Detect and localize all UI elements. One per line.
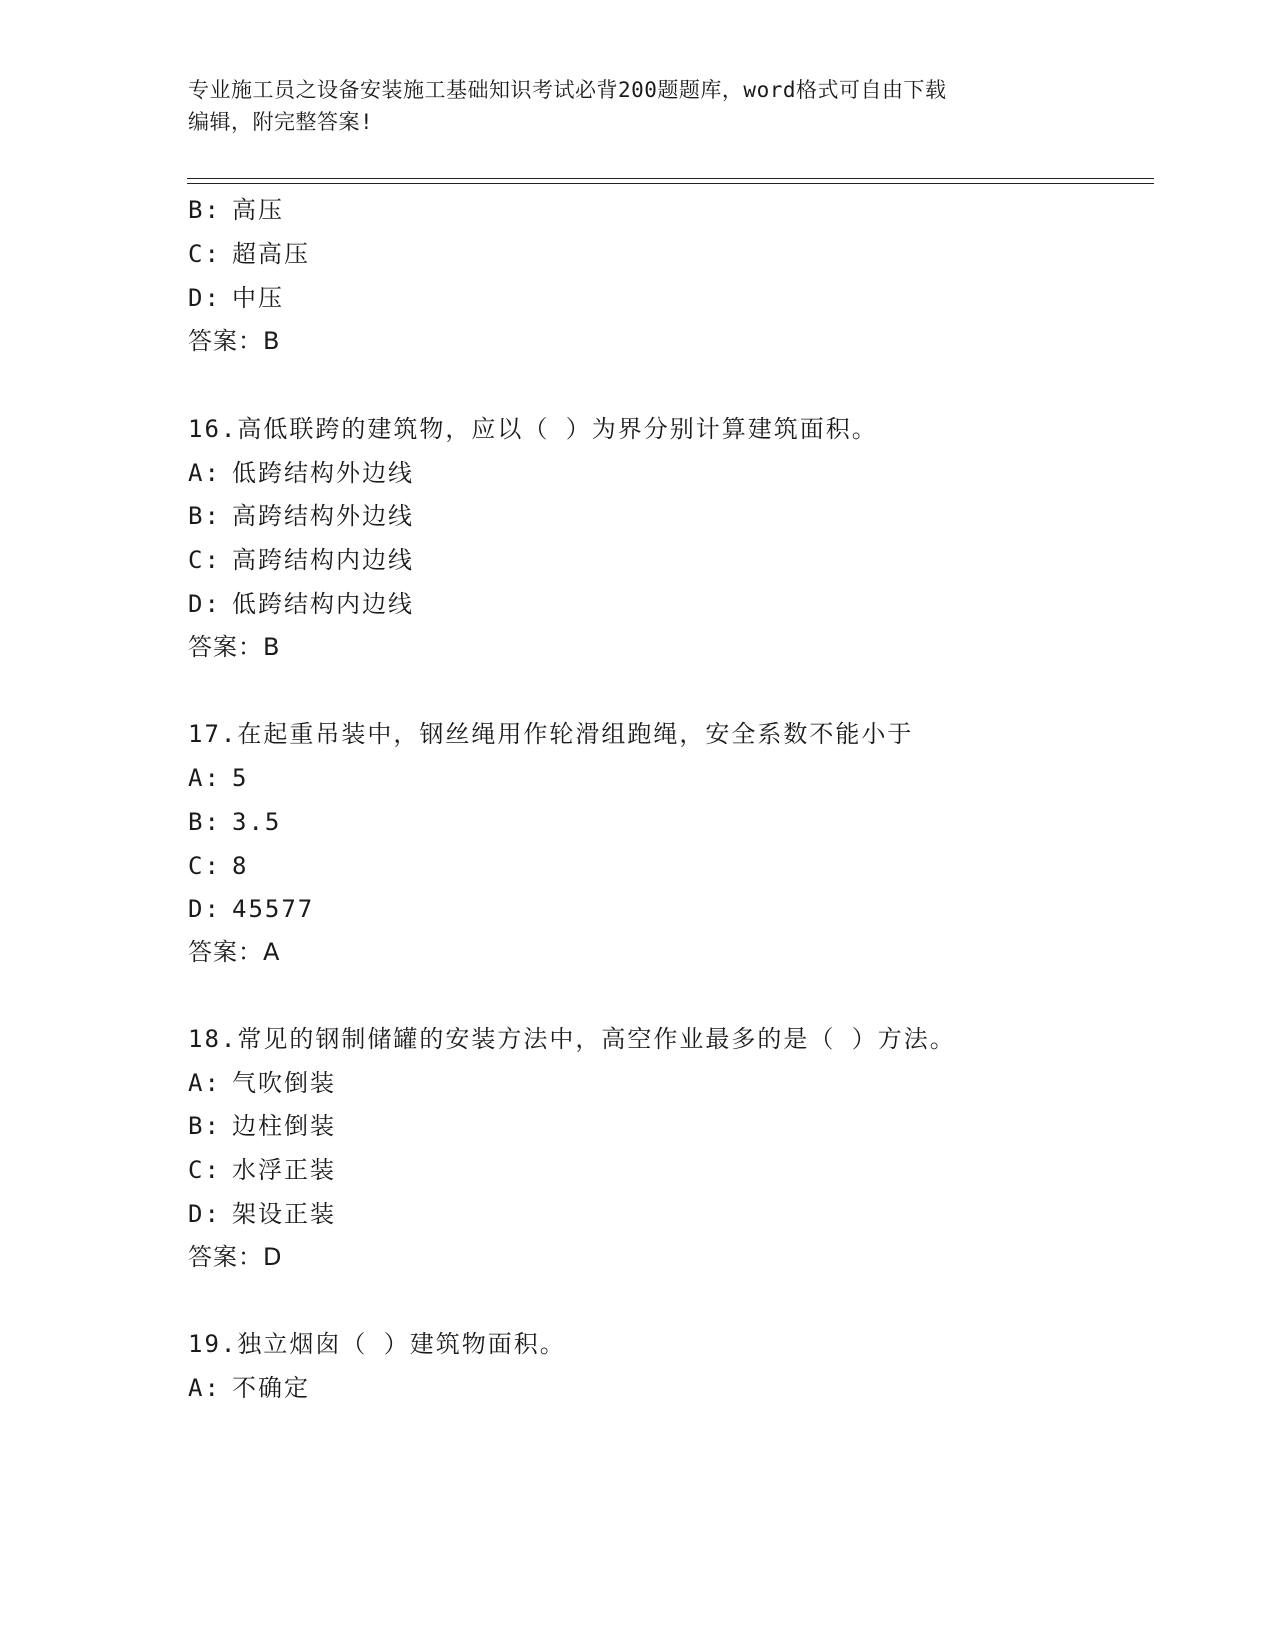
option-label: A:: [188, 1374, 221, 1402]
question-stem: 16.高低联跨的建筑物，应以（ ）为界分别计算建筑面积。: [188, 415, 878, 443]
option-label: C:: [188, 546, 221, 574]
option-text: 低跨结构内边线: [232, 590, 414, 618]
option-c: [188, 544, 414, 576]
option-label: D:: [188, 895, 221, 923]
option-text: 高跨结构内边线: [232, 546, 414, 574]
option-label: A:: [188, 459, 221, 487]
document-header: [188, 74, 1088, 138]
option-text: 边柱倒装: [232, 1112, 336, 1140]
option-text: 45577: [232, 895, 315, 923]
header-line-2: 编辑，附完整答案!: [188, 110, 374, 134]
question-stem: 17.在起重吊装中，钢丝绳用作轮滑组跑绳，安全系数不能小于: [188, 720, 914, 748]
option-b: [188, 500, 414, 532]
option-d: [188, 1198, 336, 1230]
option-text: 架设正装: [232, 1200, 336, 1228]
option-a: [188, 457, 414, 489]
answer: 答案：B: [188, 633, 281, 661]
option-text: 气吹倒装: [232, 1069, 336, 1097]
option-label: C:: [188, 852, 221, 880]
header-divider-top: [187, 178, 1154, 179]
option-text: 中压: [232, 284, 284, 312]
option-label: B:: [188, 502, 221, 530]
option-a: [188, 1372, 310, 1404]
option-b: [188, 1110, 336, 1142]
option-label: A:: [188, 1069, 221, 1097]
option-label: B:: [188, 196, 221, 224]
option-d: [188, 893, 314, 925]
option-d: [188, 282, 284, 314]
option-label: B:: [188, 1112, 221, 1140]
option-text: 超高压: [232, 240, 310, 268]
option-text: 低跨结构外边线: [232, 459, 414, 487]
question-stem: 18.常见的钢制储罐的安装方法中，高空作业最多的是（ ）方法。: [188, 1025, 956, 1053]
option-b: [188, 194, 284, 226]
option-a: [188, 1067, 336, 1099]
option-text: 高压: [232, 196, 284, 224]
answer: 答案：B: [188, 327, 281, 355]
option-c: [188, 1154, 336, 1186]
option-label: C:: [188, 1156, 221, 1184]
option-text: 8: [232, 852, 249, 880]
option-c: [188, 238, 310, 270]
option-text: 不确定: [232, 1374, 310, 1402]
header-line-1: 专业施工员之设备安装施工基础知识考试必背200题题库，word格式可自由下载: [188, 78, 947, 102]
option-label: D:: [188, 1200, 221, 1228]
option-text: 3.5: [232, 808, 282, 836]
answer: 答案：A: [188, 938, 281, 966]
question-stem: 19.独立烟囱（ ）建筑物面积。: [188, 1330, 566, 1358]
option-text: 水浮正装: [232, 1156, 336, 1184]
option-text: 高跨结构外边线: [232, 502, 414, 530]
option-b: [188, 806, 281, 838]
option-c: [188, 850, 248, 882]
header-divider-bottom: [187, 183, 1154, 184]
option-label: B:: [188, 808, 221, 836]
option-label: A:: [188, 764, 221, 792]
option-label: D:: [188, 284, 221, 312]
option-label: C:: [188, 240, 221, 268]
option-text: 5: [232, 764, 249, 792]
answer: 答案：D: [188, 1243, 283, 1271]
option-label: D:: [188, 590, 221, 618]
option-d: [188, 588, 414, 620]
option-a: [188, 762, 248, 794]
